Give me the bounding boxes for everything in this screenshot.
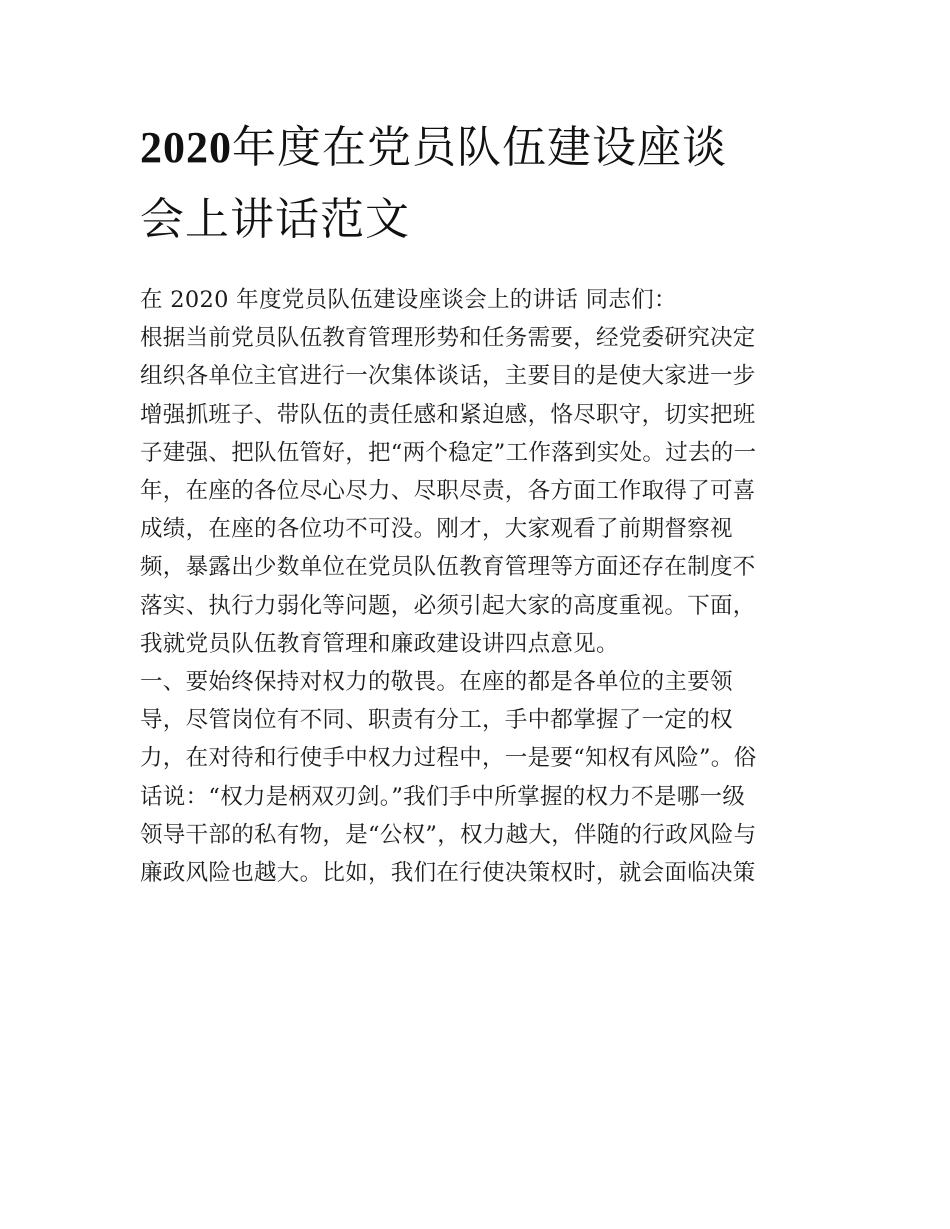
document-body [140, 281, 830, 892]
body-line: 根据当前党员队伍教育管理形势和任务需要，经党委研究决定 [140, 325, 756, 352]
body-line: 成绩，在座的各位功不可没。刚才，大家观看了前期督察视 [140, 516, 733, 543]
body-line: 力，在对待和行使手中权力过程中，一是要“知权有风险”。俗 [140, 745, 757, 772]
body-line: 廉政风险也越大。比如，我们在行使决策权时，就会面临决策 [140, 860, 756, 887]
body-line: 领导干部的私有物，是“公权”，权力越大，伴随的行政风险与 [140, 821, 757, 848]
body-line: 在 2020 年度党员队伍建设座谈会上的讲话 同志们： [140, 287, 677, 313]
title-line-2 [140, 184, 830, 256]
body-line: 落实、执行力弱化等问题，必须引起大家的高度重视。下面， [140, 592, 756, 619]
title-year: 2020 [140, 123, 232, 172]
title-line-2-text: 会上讲话范文 [140, 194, 410, 245]
body-line: 组织各单位主官进行一次集体谈话，主要目的是使大家进一步 [140, 363, 756, 390]
title-line-1-text: 年度在党员队伍建设座谈 [232, 122, 727, 173]
body-line: 我就党员队伍教育管理和廉政建设讲四点意见。 [140, 630, 619, 657]
body-line: 一、要始终保持对权力的敬畏。在座的都是各单位的主要领 [140, 669, 733, 696]
body-line: 导，尽管岗位有不同、职责有分工，手中都掌握了一定的权 [140, 707, 733, 734]
body-line: 子建强、把队伍管好，把“两个稳定”工作落到实处。过去的一 [140, 439, 757, 466]
body-line: 频，暴露出少数单位在党员队伍教育管理等方面还存在制度不 [140, 554, 756, 581]
body-line: 话说：“权力是柄双刃剑。”我们手中所掌握的权力不是哪一级 [140, 783, 746, 810]
body-line: 增强抓班子、带队伍的责任感和紧迫感，恪尽职守，切实把班 [140, 401, 756, 428]
body-line: 年，在座的各位尽心尽力、尽职尽责，各方面工作取得了可喜 [140, 478, 756, 505]
title-line-1 [140, 112, 830, 184]
document-title [140, 112, 830, 256]
